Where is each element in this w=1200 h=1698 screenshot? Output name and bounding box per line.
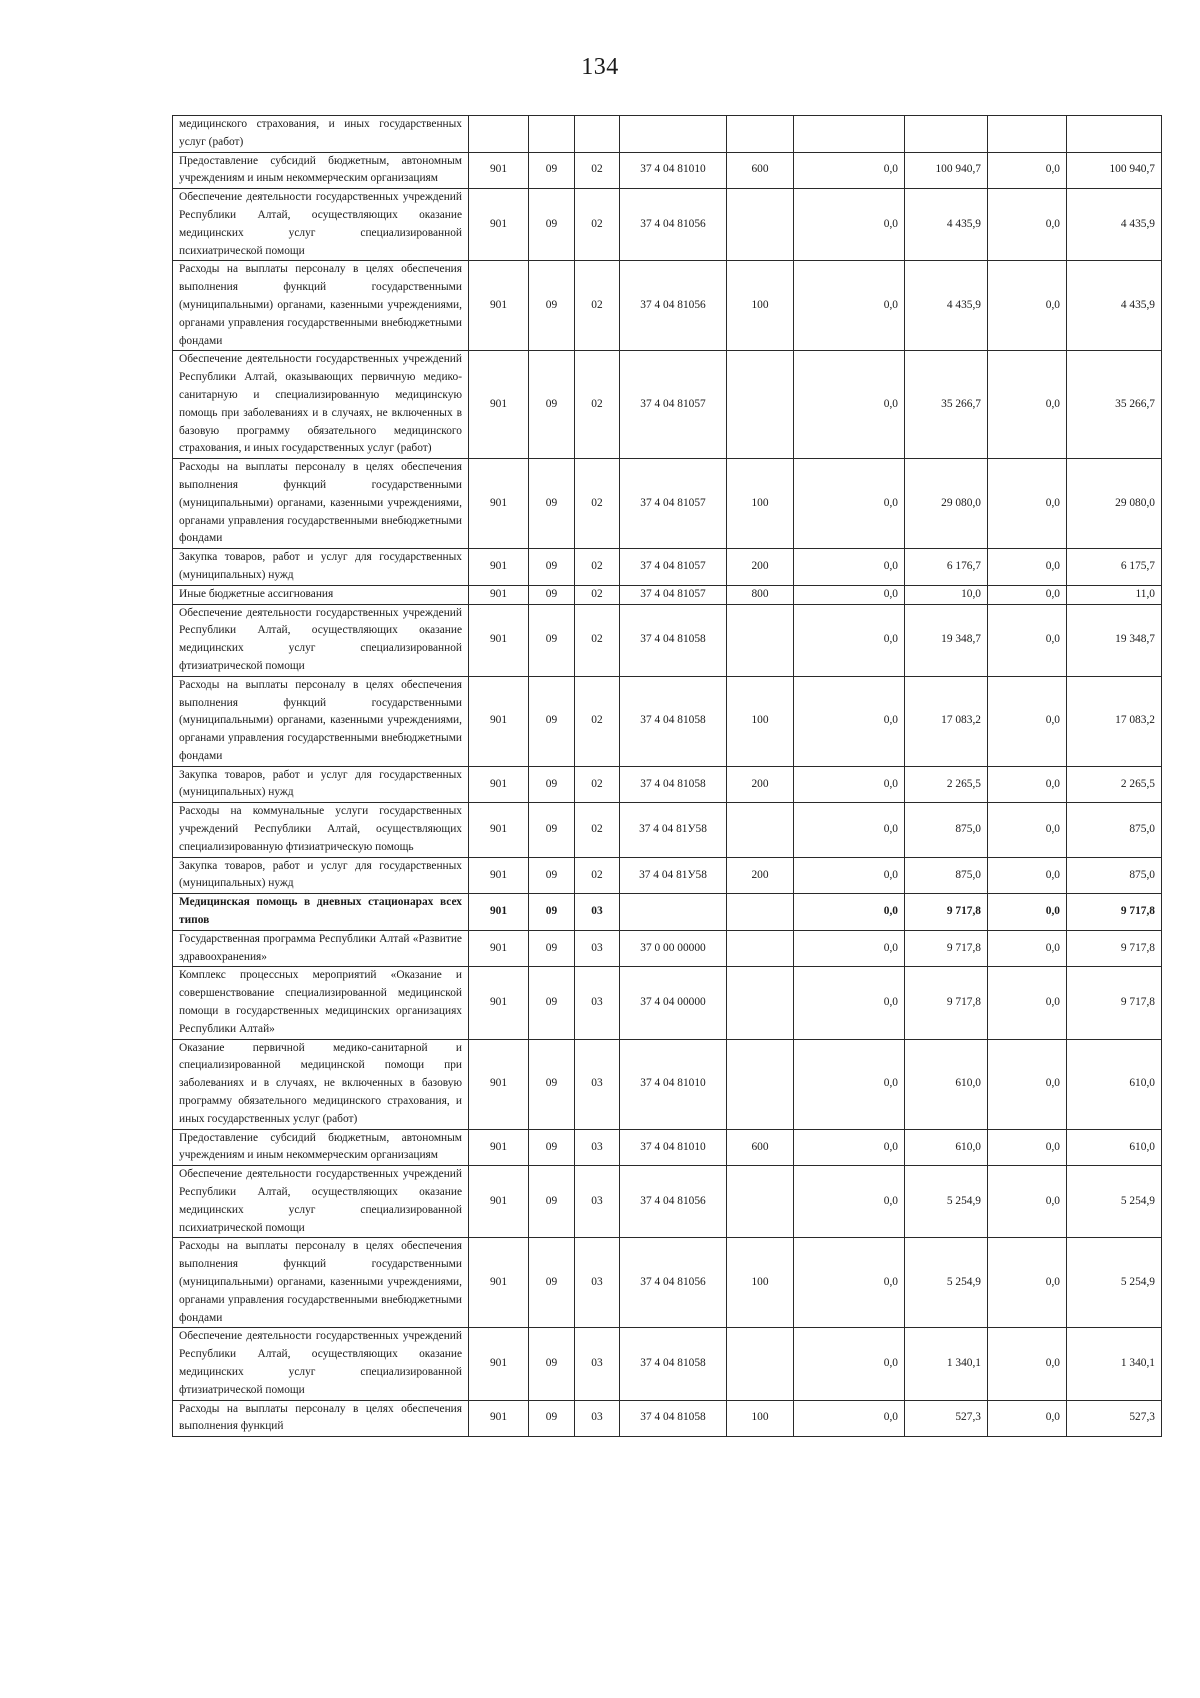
cell-subsection-code: 02 bbox=[575, 459, 620, 549]
cell-amount-2: 875,0 bbox=[905, 857, 988, 894]
cell-amount-1 bbox=[794, 116, 905, 153]
cell-grbs-code: 901 bbox=[469, 1039, 529, 1129]
cell-target-article: 37 0 00 00000 bbox=[620, 930, 727, 967]
row-description: медицинского страхования, и иных государственных услуг (работ) bbox=[173, 116, 469, 153]
cell-expense-type bbox=[727, 1039, 794, 1129]
row-description: Расходы на коммунальные услуги государственных учреждений Республики Алтай, осуществляющих специализированную фтизиатрическую помощь bbox=[173, 803, 469, 857]
cell-subsection-code: 02 bbox=[575, 152, 620, 189]
cell-amount-4: 29 080,0 bbox=[1067, 459, 1162, 549]
row-description: Расходы на выплаты персоналу в целях обеспечения выполнения функций государственными (муниципальными) органами, казенными учреждениями, органами управления государственными внебюджетными фондами bbox=[173, 459, 469, 549]
cell-grbs-code bbox=[469, 116, 529, 153]
row-description: Государственная программа Республики Алтай «Развитие здравоохранения» bbox=[173, 930, 469, 967]
cell-amount-2 bbox=[905, 116, 988, 153]
cell-amount-1: 0,0 bbox=[794, 189, 905, 261]
cell-amount-1: 0,0 bbox=[794, 857, 905, 894]
cell-amount-2: 10,0 bbox=[905, 585, 988, 604]
cell-grbs-code: 901 bbox=[469, 585, 529, 604]
cell-subsection-code: 02 bbox=[575, 585, 620, 604]
cell-target-article: 37 4 04 81058 bbox=[620, 766, 727, 803]
row-description: Закупка товаров, работ и услуг для государственных (муниципальных) нужд bbox=[173, 766, 469, 803]
cell-target-article: 37 4 04 81056 bbox=[620, 1166, 727, 1238]
cell-amount-1: 0,0 bbox=[794, 803, 905, 857]
cell-target-article: 37 4 04 81058 bbox=[620, 604, 727, 676]
cell-amount-4: 100 940,7 bbox=[1067, 152, 1162, 189]
cell-amount-2: 35 266,7 bbox=[905, 351, 988, 459]
cell-subsection-code: 03 bbox=[575, 930, 620, 967]
cell-expense-type bbox=[727, 894, 794, 931]
cell-section-code: 09 bbox=[529, 1328, 575, 1400]
cell-expense-type bbox=[727, 604, 794, 676]
cell-amount-3: 0,0 bbox=[988, 351, 1067, 459]
cell-amount-1: 0,0 bbox=[794, 585, 905, 604]
cell-target-article: 37 4 04 81057 bbox=[620, 351, 727, 459]
cell-amount-3: 0,0 bbox=[988, 1238, 1067, 1328]
cell-amount-4: 9 717,8 bbox=[1067, 930, 1162, 967]
cell-subsection-code: 02 bbox=[575, 549, 620, 586]
cell-grbs-code: 901 bbox=[469, 803, 529, 857]
cell-amount-2: 19 348,7 bbox=[905, 604, 988, 676]
cell-amount-1: 0,0 bbox=[794, 1039, 905, 1129]
cell-expense-type: 600 bbox=[727, 152, 794, 189]
cell-amount-4: 2 265,5 bbox=[1067, 766, 1162, 803]
cell-amount-3: 0,0 bbox=[988, 1166, 1067, 1238]
budget-table-body bbox=[173, 116, 1162, 1437]
cell-section-code: 09 bbox=[529, 1039, 575, 1129]
table-row bbox=[173, 1166, 1162, 1238]
cell-target-article bbox=[620, 894, 727, 931]
table-row bbox=[173, 894, 1162, 931]
table-row bbox=[173, 152, 1162, 189]
row-description: Иные бюджетные ассигнования bbox=[173, 585, 469, 604]
cell-target-article: 37 4 04 81058 bbox=[620, 1328, 727, 1400]
cell-amount-1: 0,0 bbox=[794, 1238, 905, 1328]
cell-amount-1: 0,0 bbox=[794, 261, 905, 351]
cell-section-code: 09 bbox=[529, 766, 575, 803]
cell-grbs-code: 901 bbox=[469, 549, 529, 586]
table-row bbox=[173, 116, 1162, 153]
cell-amount-4: 1 340,1 bbox=[1067, 1328, 1162, 1400]
cell-subsection-code: 02 bbox=[575, 857, 620, 894]
cell-grbs-code: 901 bbox=[469, 1328, 529, 1400]
cell-amount-1: 0,0 bbox=[794, 1129, 905, 1166]
cell-subsection-code: 03 bbox=[575, 1039, 620, 1129]
cell-amount-2: 4 435,9 bbox=[905, 261, 988, 351]
cell-amount-2: 4 435,9 bbox=[905, 189, 988, 261]
cell-amount-4: 19 348,7 bbox=[1067, 604, 1162, 676]
table-row bbox=[173, 803, 1162, 857]
cell-grbs-code: 901 bbox=[469, 1238, 529, 1328]
cell-grbs-code: 901 bbox=[469, 604, 529, 676]
cell-amount-3: 0,0 bbox=[988, 857, 1067, 894]
cell-subsection-code: 02 bbox=[575, 676, 620, 766]
cell-section-code: 09 bbox=[529, 676, 575, 766]
row-description: Предоставление субсидий бюджетным, автономным учреждениям и иным некоммерческим организациям bbox=[173, 1129, 469, 1166]
cell-amount-3: 0,0 bbox=[988, 967, 1067, 1039]
cell-expense-type: 600 bbox=[727, 1129, 794, 1166]
cell-amount-1: 0,0 bbox=[794, 930, 905, 967]
cell-section-code: 09 bbox=[529, 1400, 575, 1437]
cell-grbs-code: 901 bbox=[469, 857, 529, 894]
cell-amount-2: 100 940,7 bbox=[905, 152, 988, 189]
cell-expense-type bbox=[727, 1166, 794, 1238]
cell-amount-2: 29 080,0 bbox=[905, 459, 988, 549]
cell-amount-4: 527,3 bbox=[1067, 1400, 1162, 1437]
cell-section-code: 09 bbox=[529, 351, 575, 459]
cell-expense-type bbox=[727, 930, 794, 967]
cell-amount-3: 0,0 bbox=[988, 604, 1067, 676]
cell-target-article bbox=[620, 116, 727, 153]
cell-subsection-code: 03 bbox=[575, 894, 620, 931]
cell-amount-1: 0,0 bbox=[794, 894, 905, 931]
cell-subsection-code: 03 bbox=[575, 1328, 620, 1400]
cell-amount-4: 610,0 bbox=[1067, 1129, 1162, 1166]
table-row bbox=[173, 967, 1162, 1039]
budget-table bbox=[172, 115, 1162, 1437]
cell-section-code: 09 bbox=[529, 1238, 575, 1328]
cell-expense-type: 200 bbox=[727, 766, 794, 803]
cell-section-code: 09 bbox=[529, 261, 575, 351]
cell-grbs-code: 901 bbox=[469, 189, 529, 261]
cell-amount-4: 5 254,9 bbox=[1067, 1238, 1162, 1328]
cell-subsection-code: 03 bbox=[575, 1238, 620, 1328]
cell-amount-4: 6 175,7 bbox=[1067, 549, 1162, 586]
table-row bbox=[173, 549, 1162, 586]
cell-target-article: 37 4 04 81У58 bbox=[620, 857, 727, 894]
cell-section-code bbox=[529, 116, 575, 153]
cell-amount-2: 9 717,8 bbox=[905, 894, 988, 931]
table-row bbox=[173, 351, 1162, 459]
cell-expense-type bbox=[727, 189, 794, 261]
cell-expense-type: 200 bbox=[727, 549, 794, 586]
table-row bbox=[173, 1039, 1162, 1129]
cell-expense-type bbox=[727, 116, 794, 153]
cell-section-code: 09 bbox=[529, 152, 575, 189]
cell-expense-type: 800 bbox=[727, 585, 794, 604]
cell-target-article: 37 4 04 81У58 bbox=[620, 803, 727, 857]
row-description: Обеспечение деятельности государственных учреждений Республики Алтай, оказывающих первичную медико-санитарную и специализированную медицинскую помощь при заболеваниях и в случаях, не включенных в базовую программу обязательного медицинского страхования, и иных государственных услуг (работ) bbox=[173, 351, 469, 459]
table-row bbox=[173, 189, 1162, 261]
cell-target-article: 37 4 04 81056 bbox=[620, 189, 727, 261]
cell-target-article: 37 4 04 81010 bbox=[620, 1039, 727, 1129]
cell-subsection-code: 03 bbox=[575, 1400, 620, 1437]
cell-section-code: 09 bbox=[529, 459, 575, 549]
table-row bbox=[173, 1129, 1162, 1166]
cell-section-code: 09 bbox=[529, 930, 575, 967]
cell-amount-3: 0,0 bbox=[988, 894, 1067, 931]
cell-amount-3: 0,0 bbox=[988, 1129, 1067, 1166]
cell-section-code: 09 bbox=[529, 189, 575, 261]
cell-section-code: 09 bbox=[529, 894, 575, 931]
cell-amount-2: 6 176,7 bbox=[905, 549, 988, 586]
cell-amount-1: 0,0 bbox=[794, 1328, 905, 1400]
cell-amount-4: 875,0 bbox=[1067, 803, 1162, 857]
cell-amount-2: 610,0 bbox=[905, 1039, 988, 1129]
cell-amount-3: 0,0 bbox=[988, 152, 1067, 189]
cell-target-article: 37 4 04 00000 bbox=[620, 967, 727, 1039]
cell-amount-2: 875,0 bbox=[905, 803, 988, 857]
cell-target-article: 37 4 04 81058 bbox=[620, 676, 727, 766]
cell-amount-1: 0,0 bbox=[794, 1400, 905, 1437]
cell-expense-type: 100 bbox=[727, 1238, 794, 1328]
cell-amount-3: 0,0 bbox=[988, 930, 1067, 967]
cell-amount-4 bbox=[1067, 116, 1162, 153]
cell-amount-3: 0,0 bbox=[988, 766, 1067, 803]
cell-section-code: 09 bbox=[529, 857, 575, 894]
cell-expense-type bbox=[727, 803, 794, 857]
cell-grbs-code: 901 bbox=[469, 459, 529, 549]
cell-grbs-code: 901 bbox=[469, 1129, 529, 1166]
cell-target-article: 37 4 04 81057 bbox=[620, 585, 727, 604]
cell-amount-4: 610,0 bbox=[1067, 1039, 1162, 1129]
cell-amount-2: 9 717,8 bbox=[905, 930, 988, 967]
row-description: Оказание первичной медико-санитарной и специализированной медицинской помощи при заболеваниях и в случаях, не включенных в базовую программу обязательного медицинского страхования, и иных государственных услуг (работ) bbox=[173, 1039, 469, 1129]
cell-amount-1: 0,0 bbox=[794, 967, 905, 1039]
cell-grbs-code: 901 bbox=[469, 261, 529, 351]
cell-target-article: 37 4 04 81010 bbox=[620, 1129, 727, 1166]
cell-amount-2: 9 717,8 bbox=[905, 967, 988, 1039]
table-row bbox=[173, 857, 1162, 894]
cell-section-code: 09 bbox=[529, 1129, 575, 1166]
cell-grbs-code: 901 bbox=[469, 351, 529, 459]
table-row bbox=[173, 766, 1162, 803]
cell-amount-2: 5 254,9 bbox=[905, 1238, 988, 1328]
row-description: Расходы на выплаты персоналу в целях обеспечения выполнения функций государственными (муниципальными) органами, казенными учреждениями, органами управления государственными внебюджетными фондами bbox=[173, 1238, 469, 1328]
cell-amount-4: 9 717,8 bbox=[1067, 894, 1162, 931]
cell-amount-3: 0,0 bbox=[988, 585, 1067, 604]
cell-amount-1: 0,0 bbox=[794, 152, 905, 189]
cell-expense-type: 100 bbox=[727, 1400, 794, 1437]
cell-amount-3: 0,0 bbox=[988, 803, 1067, 857]
table-row bbox=[173, 1328, 1162, 1400]
row-description: Медицинская помощь в дневных стационарах всех типов bbox=[173, 894, 469, 931]
cell-expense-type bbox=[727, 351, 794, 459]
cell-subsection-code: 03 bbox=[575, 1166, 620, 1238]
row-description: Комплекс процессных мероприятий «Оказание и совершенствование специализированной медицинской помощи в государственных медицинских организациях Республики Алтай» bbox=[173, 967, 469, 1039]
cell-target-article: 37 4 04 81056 bbox=[620, 261, 727, 351]
cell-target-article: 37 4 04 81057 bbox=[620, 549, 727, 586]
table-row bbox=[173, 604, 1162, 676]
cell-subsection-code bbox=[575, 116, 620, 153]
cell-amount-4: 5 254,9 bbox=[1067, 1166, 1162, 1238]
row-description: Обеспечение деятельности государственных учреждений Республики Алтай, осуществляющих оказание медицинских услуг специализированной фтизиатрической помощи bbox=[173, 1328, 469, 1400]
cell-amount-4: 4 435,9 bbox=[1067, 189, 1162, 261]
cell-target-article: 37 4 04 81057 bbox=[620, 459, 727, 549]
cell-amount-1: 0,0 bbox=[794, 549, 905, 586]
cell-subsection-code: 03 bbox=[575, 1129, 620, 1166]
table-row bbox=[173, 930, 1162, 967]
cell-target-article: 37 4 04 81058 bbox=[620, 1400, 727, 1437]
cell-subsection-code: 03 bbox=[575, 967, 620, 1039]
table-row bbox=[173, 1400, 1162, 1437]
cell-amount-1: 0,0 bbox=[794, 351, 905, 459]
cell-amount-3: 0,0 bbox=[988, 1039, 1067, 1129]
cell-grbs-code: 901 bbox=[469, 894, 529, 931]
cell-amount-3: 0,0 bbox=[988, 261, 1067, 351]
row-description: Расходы на выплаты персоналу в целях обеспечения выполнения функций государственными (муниципальными) органами, казенными учреждениями, органами управления государственными внебюджетными фондами bbox=[173, 676, 469, 766]
row-description: Предоставление субсидий бюджетным, автономным учреждениям и иным некоммерческим организациям bbox=[173, 152, 469, 189]
cell-subsection-code: 02 bbox=[575, 261, 620, 351]
cell-subsection-code: 02 bbox=[575, 351, 620, 459]
cell-target-article: 37 4 04 81056 bbox=[620, 1238, 727, 1328]
row-description: Обеспечение деятельности государственных учреждений Республики Алтай, осуществляющих оказание медицинских услуг специализированной фтизиатрической помощи bbox=[173, 604, 469, 676]
row-description: Обеспечение деятельности государственных учреждений Республики Алтай, осуществляющих оказание медицинских услуг специализированной психиатрической помощи bbox=[173, 189, 469, 261]
cell-amount-4: 875,0 bbox=[1067, 857, 1162, 894]
cell-section-code: 09 bbox=[529, 585, 575, 604]
page-number: 134 bbox=[581, 54, 619, 80]
table-row bbox=[173, 261, 1162, 351]
cell-amount-1: 0,0 bbox=[794, 459, 905, 549]
table-row bbox=[173, 585, 1162, 604]
cell-grbs-code: 901 bbox=[469, 1400, 529, 1437]
cell-amount-2: 610,0 bbox=[905, 1129, 988, 1166]
cell-subsection-code: 02 bbox=[575, 604, 620, 676]
cell-amount-3: 0,0 bbox=[988, 189, 1067, 261]
cell-grbs-code: 901 bbox=[469, 967, 529, 1039]
table-row bbox=[173, 676, 1162, 766]
cell-grbs-code: 901 bbox=[469, 930, 529, 967]
cell-expense-type: 100 bbox=[727, 676, 794, 766]
cell-amount-4: 11,0 bbox=[1067, 585, 1162, 604]
cell-amount-2: 17 083,2 bbox=[905, 676, 988, 766]
cell-amount-1: 0,0 bbox=[794, 1166, 905, 1238]
cell-amount-2: 527,3 bbox=[905, 1400, 988, 1437]
cell-section-code: 09 bbox=[529, 803, 575, 857]
cell-section-code: 09 bbox=[529, 1166, 575, 1238]
cell-amount-2: 2 265,5 bbox=[905, 766, 988, 803]
cell-amount-2: 1 340,1 bbox=[905, 1328, 988, 1400]
cell-amount-3: 0,0 bbox=[988, 549, 1067, 586]
cell-expense-type: 200 bbox=[727, 857, 794, 894]
table-row bbox=[173, 459, 1162, 549]
cell-expense-type: 100 bbox=[727, 459, 794, 549]
cell-amount-3: 0,0 bbox=[988, 1400, 1067, 1437]
row-description: Обеспечение деятельности государственных учреждений Республики Алтай, осуществляющих оказание медицинских услуг специализированной психиатрической помощи bbox=[173, 1166, 469, 1238]
cell-section-code: 09 bbox=[529, 549, 575, 586]
cell-grbs-code: 901 bbox=[469, 152, 529, 189]
cell-amount-3: 0,0 bbox=[988, 1328, 1067, 1400]
cell-grbs-code: 901 bbox=[469, 676, 529, 766]
row-description: Расходы на выплаты персоналу в целях обеспечения выполнения функций bbox=[173, 1400, 469, 1437]
cell-amount-1: 0,0 bbox=[794, 766, 905, 803]
cell-amount-2: 5 254,9 bbox=[905, 1166, 988, 1238]
cell-grbs-code: 901 bbox=[469, 766, 529, 803]
cell-grbs-code: 901 bbox=[469, 1166, 529, 1238]
table-row bbox=[173, 1238, 1162, 1328]
cell-amount-1: 0,0 bbox=[794, 676, 905, 766]
cell-subsection-code: 02 bbox=[575, 766, 620, 803]
cell-expense-type bbox=[727, 967, 794, 1039]
cell-expense-type bbox=[727, 1328, 794, 1400]
row-description: Расходы на выплаты персоналу в целях обеспечения выполнения функций государственными (муниципальными) органами, казенными учреждениями, органами управления государственными внебюджетными фондами bbox=[173, 261, 469, 351]
cell-subsection-code: 02 bbox=[575, 189, 620, 261]
cell-amount-4: 4 435,9 bbox=[1067, 261, 1162, 351]
cell-section-code: 09 bbox=[529, 967, 575, 1039]
cell-amount-3 bbox=[988, 116, 1067, 153]
cell-expense-type: 100 bbox=[727, 261, 794, 351]
cell-amount-4: 17 083,2 bbox=[1067, 676, 1162, 766]
cell-section-code: 09 bbox=[529, 604, 575, 676]
cell-target-article: 37 4 04 81010 bbox=[620, 152, 727, 189]
row-description: Закупка товаров, работ и услуг для государственных (муниципальных) нужд bbox=[173, 549, 469, 586]
cell-amount-3: 0,0 bbox=[988, 676, 1067, 766]
cell-amount-3: 0,0 bbox=[988, 459, 1067, 549]
cell-amount-4: 9 717,8 bbox=[1067, 967, 1162, 1039]
row-description: Закупка товаров, работ и услуг для государственных (муниципальных) нужд bbox=[173, 857, 469, 894]
cell-amount-1: 0,0 bbox=[794, 604, 905, 676]
cell-amount-4: 35 266,7 bbox=[1067, 351, 1162, 459]
cell-subsection-code: 02 bbox=[575, 803, 620, 857]
